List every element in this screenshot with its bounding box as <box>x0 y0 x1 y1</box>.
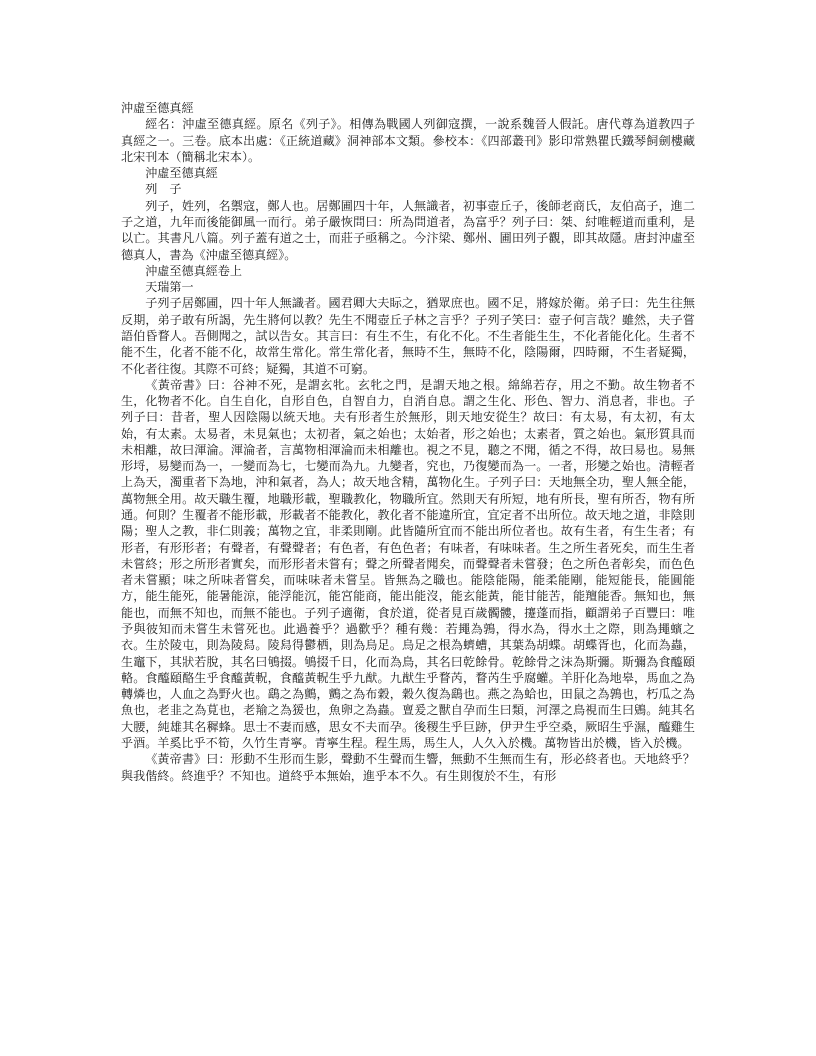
body-paragraph-1: 子列子居鄭圃，四十年人無識者。國君卿大夫眎之，猶眾庶也。國不足，將嫁於衛。弟子曰：先生往無反期，弟子敢有所謁，先生將何以教？先生不聞壺丘子林之言乎？子列子笑曰：壺子何言哉？雖然，夫子嘗語伯昏瞀人。吾側聞之，試以告女。其言曰：有生不生，有化不化。不生者能生生，不化者能化化。生者不能不生，化者不能不化，故常生常化。常生常化者，無時不生，無時不化，陰陽爾，四時爾，不生者疑獨，不化者往復。其際不可終；疑獨，其道不可窮。 <box>121 296 695 376</box>
author-name-heading: 列 子 <box>145 182 182 197</box>
body-paragraph-3: 《黃帝書》曰：形動不生形而生影，聲動不生聲而生響，無動不生無而生有，形必終者也。天地終乎？與我偕終。終進乎？不知也。道終乎本無始，進乎本不久。有生則復於不生，有形 <box>121 752 695 783</box>
chapter-heading: 天瑞第一 <box>145 280 194 295</box>
work-title-heading: 沖虛至德真經 <box>145 166 218 181</box>
body-paragraph-2: 《黃帝書》曰：谷神不死，是謂玄牝。玄牝之門，是謂天地之根。綿綿若存，用之不勤。故生物者不生，化物者不化。自生自化，自形自色，自智自力，自消自息。謂之生化、形色、智力、消息者，非也。子列子曰：昔者，聖人因陰陽以統天地。夫有形者生於無形，則天地安從生？故曰：有太易，有太初，有太始，有太素。太易者，未見氣也；太初者，氣之始也；太始者，形之始也；太素者，質之始也。氣形質具而未相離，故曰渾淪。渾淪者，言萬物相渾淪而未相離也。視之不見，聽之不聞，循之不得，故曰易也。易無形埒，易變而為一，一變而為七，七變而為九。九變者，究也，乃復變而為一。一者，形變之始也。清輕者上為天，濁重者下為地，沖和氣者，為人；故天地含精，萬物化生。子列子曰：天地無全功，聖人無全能，萬物無全用。故天職生覆，地職形載，聖職教化，物職所宜。然則天有所短，地有所長，聖有所否，物有所通。何則？生覆者不能形載，形載者不能教化，教化者不能違所宜，宜定者不出所位。故天地之道，非陰則陽；聖人之教，非仁則義；萬物之宜，非柔則剛。此皆隨所宜而不能出所位者也。故有生者，有生生者；有形者，有形形者；有聲者，有聲聲者；有色者，有色色者；有味者，有味味者。生之所生者死矣，而生生者未嘗終；形之所形者實矣，而形形者未嘗有；聲之所聲者聞矣，而聲聲者未嘗發；色之所色者彰矣，而色色者未嘗顯；味之所味者嘗矣，而味味者未嘗呈。皆無為之職也。能陰能陽，能柔能剛，能短能長，能圓能方，能生能死，能暑能涼，能浮能沉，能宮能商，能出能沒，能玄能黃，能甘能苦，能羶能香。無知也，無能也，而無不知也，而無不能也。子列子適衛，食於道，從者見百歲髑髏，攓蓬而指，顧謂弟子百豐曰：唯予與彼知而未嘗生未嘗死也。此過養乎？過歡乎？種有幾：若䵷為鶉，得水為，得水土之際，則為䵷蠙之衣。生於陵屯，則為陵舄。陵舄得鬱栖，則為烏足。烏足之根為蠐螬，其葉為胡蝶。胡蝶胥也，化而為蟲，生竈下，其狀若脫，其名曰鴝掇。鴝掇千日，化而為鳥，其名曰乾餘骨。乾餘骨之沫為斯彌。斯彌為食醯頤輅。食醯頤酪生乎食醯黃軦，食醯黃軦生乎九猷。九猷生乎瞀芮，瞀芮生乎腐蠸。羊肝化為地皋，馬血之為轉燐也，人血之為野火也。鷂之為鸇，鸇之為布穀，穀久復為鷂也。燕之為蛤也，田鼠之為鶉也，朽瓜之為魚也，老韭之為莧也，老羭之為猨也，魚卵之為蟲。亶爰之獸自孕而生曰類，河澤之鳥視而生曰鶂。純其名大腰，純雄其名穉蜂。思士不妻而感，思女不夫而孕。後稷生乎巨跡，伊尹生乎空桑，厥昭生乎濕，醯雞生乎酒。羊奚比乎不筍，久竹生青寧。青寧生程。程生馬，馬生人，人久入於機。萬物皆出於機，皆入於機。 <box>121 377 695 750</box>
document-title-heading: 沖虛至德真經 <box>121 101 194 115</box>
bibliographic-note-paragraph: 經名：沖虛至德真經。原名《列子》。相傳為戰國人列御寇撰，一說系魏晉人假託。唐代尊為道教四子真經之一。三卷。底本出處：《正統道藏》洞神部本文類。參校本：《四部叢刊》影印常熟瞿氏鐵琴飼劍樓藏北宋刊本（簡稱北宋本）。 <box>121 117 695 164</box>
document-body <box>121 100 695 784</box>
author-biography-paragraph: 列子，姓列，名禦寇，鄭人也。居鄭圃四十年，人無識者，初事壺丘子，後師老商氏，友伯高子，進二子之道，九年而後能御風一而行。弟子嚴恢問曰：所為問道者，為富乎？列子曰：桀、紂唯輕道而重利，是以亡。其書凡八篇。列子蓋有道之士，而莊子亟稱之。今汴梁、鄭州、圃田列子觀，即其故隱。唐封沖虛至德真人，書為《沖虛至德真經》。 <box>121 198 695 262</box>
volume-heading: 沖虛至德真經卷上 <box>145 263 242 278</box>
